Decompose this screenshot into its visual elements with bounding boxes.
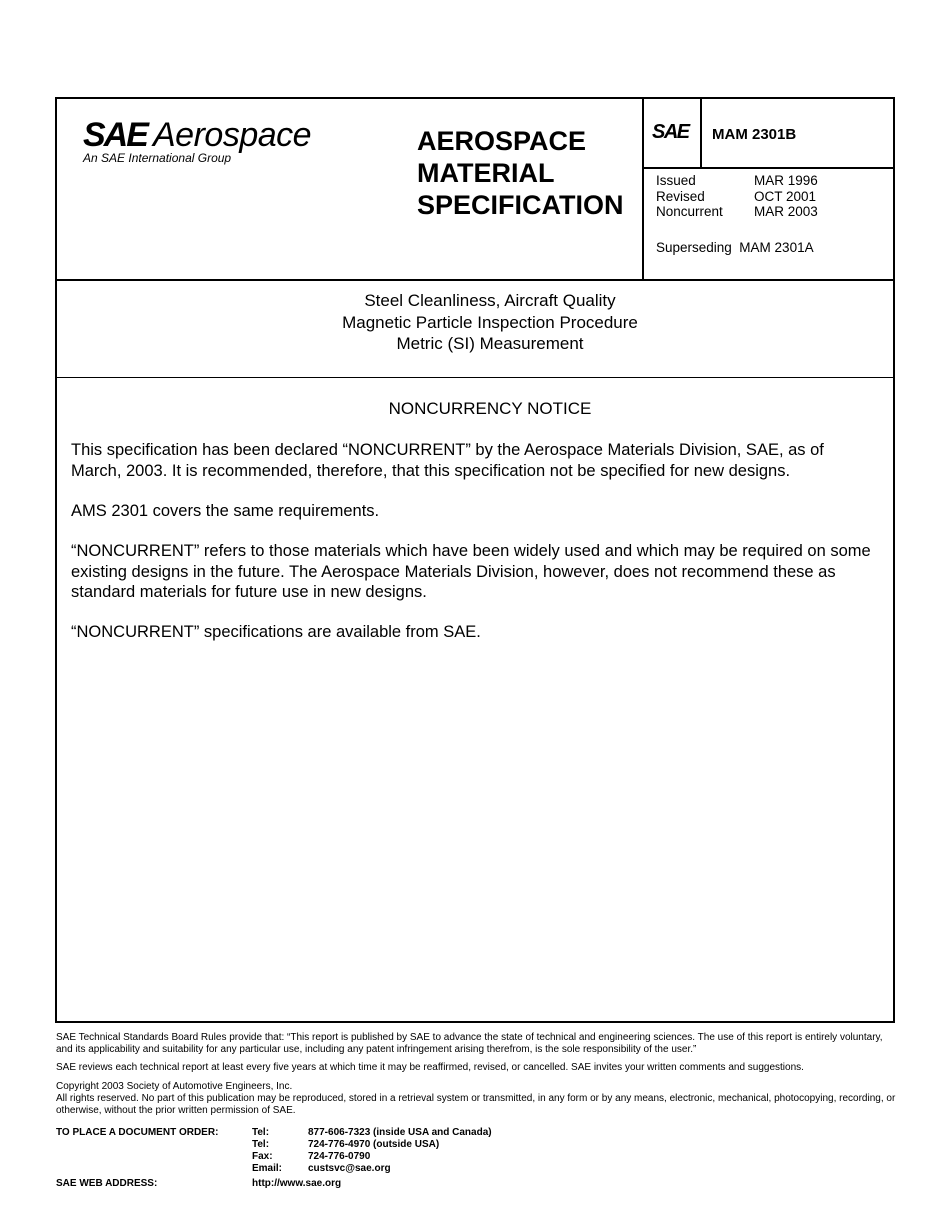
title-lines: [57, 290, 923, 355]
contact-values: [308, 1127, 588, 1175]
date-row-revised: [656, 189, 818, 205]
document-header: [57, 99, 893, 281]
title-line: Magnetic Particle Inspection Procedure: [342, 312, 638, 332]
doc-type-line: SPECIFICATION: [417, 190, 624, 220]
contact-email-link[interactable]: custsvc@sae.org: [308, 1163, 391, 1174]
superseding-note: Superseding MAM 2301A: [656, 240, 814, 255]
doc-type-line: AEROSPACE: [417, 126, 587, 156]
order-label: TO PLACE A DOCUMENT ORDER:: [56, 1127, 219, 1138]
date-label: Noncurrent: [656, 204, 723, 219]
contact-labels: [252, 1127, 312, 1175]
document-type: [417, 125, 642, 221]
footer-copyright-block: [56, 1081, 901, 1117]
date-value: MAR 2003: [754, 204, 818, 219]
web-address-label: SAE WEB ADDRESS:: [56, 1178, 158, 1189]
date-label: Revised: [656, 188, 705, 204]
document-dates: [656, 173, 818, 220]
logo-subtitle: An SAE International Group: [83, 151, 232, 165]
contact-value: 724-776-0790: [308, 1151, 371, 1162]
logo-word: Aerospace: [153, 116, 312, 154]
document-number: MAM 2301B: [712, 126, 797, 143]
notice-paragraph: “NONCURRENT” specifications are available from SAE.: [71, 623, 481, 641]
contact-label: Tel:: [252, 1127, 270, 1138]
contact-value: 877-606-7323 (inside USA and Canada): [308, 1127, 492, 1138]
contact-label: Tel:: [252, 1139, 270, 1150]
web-address-link[interactable]: http://www.sae.org: [252, 1178, 342, 1189]
doc-type-line: MATERIAL: [417, 158, 555, 188]
sae-mini-logo: [644, 99, 702, 167]
mini-logo-text: SAE: [652, 121, 689, 143]
title-line: Metric (SI) Measurement: [396, 334, 584, 353]
sae-aerospace-logo: [83, 117, 333, 167]
document-info-panel: [642, 99, 895, 279]
logo-mark: SAE: [83, 116, 147, 154]
footer-review: SAE reviews each technical report at least every five years at which time it may be reaffirmed, revised, or cancelled. SAE invites your written comments and suggestions.: [56, 1062, 804, 1073]
date-value: OCT 2001: [754, 188, 817, 204]
notice-paragraph: AMS 2301 covers the same requirements.: [71, 502, 380, 520]
notice-paragraph: “NONCURRENT” refers to those materials which have been widely used and which may be required on some existing designs in the future. The Aerospace Materials Division, however, does not recommend these as standard materials for future use in new designs.: [71, 542, 871, 601]
footer-rules: SAE Technical Standards Board Rules provide that: “This report is published by SAE to advance the state of technical and engineering sciences. The use of this report is entirely voluntary, and its applicability and suitability for any particular use, including any patent infringement arising therefrom, is the sole responsibility of the user.”: [56, 1032, 883, 1055]
footer-copyright: Copyright 2003 Society of Automotive Engineers, Inc.: [56, 1081, 293, 1092]
contact-label: Email:: [252, 1163, 283, 1174]
date-row-noncurrent: [656, 204, 818, 220]
contact-label: Fax:: [252, 1151, 273, 1162]
notice-heading: NONCURRENCY NOTICE: [388, 399, 592, 418]
notice-paragraph: This specification has been declared “NONCURRENT” by the Aerospace Materials Division, SAE, as of March, 2003. It is recommended, therefore, that this specification not be specified for new designs.: [71, 441, 824, 480]
date-label: Issued: [656, 173, 696, 188]
contact-value: 724-776-4970 (outside USA): [308, 1139, 440, 1150]
date-value: MAR 1996: [754, 173, 818, 188]
footer-rights: All rights reserved. No part of this publication may be reproduced, stored in a retrieval system or transmitted, in any form or by any means, electronic, mechanical, photocopying, recording, or otherwise, without the prior written permission of SAE.: [56, 1093, 896, 1116]
document-number-row: [644, 99, 895, 169]
specification-title: [57, 281, 893, 378]
date-row-issued: [656, 173, 818, 189]
document-frame: [55, 97, 895, 1023]
title-line: Steel Cleanliness, Aircraft Quality: [364, 291, 616, 310]
